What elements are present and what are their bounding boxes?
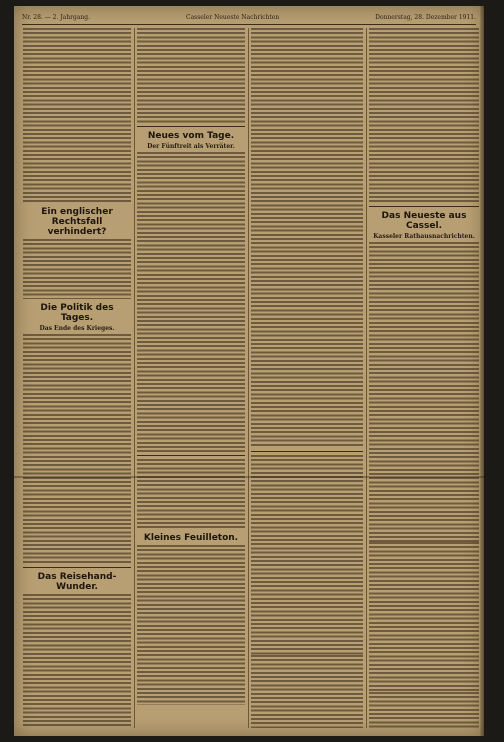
text-block xyxy=(369,542,479,692)
divider xyxy=(137,455,245,456)
divider xyxy=(137,126,245,127)
page-fold-crease xyxy=(14,476,484,478)
article-subheadline-politik: Das Ende des Krieges. xyxy=(39,325,115,332)
text-block xyxy=(23,594,131,728)
text-block xyxy=(251,455,363,655)
text-block xyxy=(137,28,245,123)
newspaper-title: Casseler Neueste Nachrichten xyxy=(185,13,280,21)
article-subheadline-neueste: Kasseler Rathausnachrichten. xyxy=(373,233,475,240)
newspaper-page xyxy=(14,6,484,736)
article-headline-neueste: Das Neueste aus Cassel. xyxy=(381,211,467,231)
page-header xyxy=(22,10,476,25)
text-block xyxy=(137,459,245,529)
issue-number: Nr. 28. — 2. Jahrgang. xyxy=(22,13,91,21)
text-block xyxy=(23,239,131,299)
text-block xyxy=(23,28,131,203)
divider xyxy=(369,206,479,207)
divider xyxy=(23,567,131,568)
text-block xyxy=(137,545,245,705)
text-block xyxy=(137,152,245,452)
article-headline-politik: Die Politik des Tages. xyxy=(40,303,114,323)
text-block xyxy=(369,28,479,203)
article-headline-reisehand: Das Reisehand-Wunder. xyxy=(37,572,117,592)
text-block xyxy=(369,692,479,728)
column-4 xyxy=(366,28,482,728)
page-edge xyxy=(480,6,484,736)
column-3 xyxy=(248,28,367,728)
text-block xyxy=(369,242,479,542)
text-block xyxy=(251,238,363,448)
column-1 xyxy=(20,28,135,728)
article-headline-feuilleton: Kleines Feuilleton. xyxy=(143,533,239,543)
article-headline-neues: Neues vom Tage. xyxy=(147,131,235,141)
divider xyxy=(251,451,363,452)
column-2 xyxy=(134,28,249,728)
issue-date: Donnerstag, 28. Dezember 1911. xyxy=(375,13,476,21)
text-block xyxy=(251,28,363,238)
text-block xyxy=(251,655,363,728)
article-headline-zagreb: Ein englischer Rechtsfall verhindert? xyxy=(41,207,113,237)
text-block xyxy=(23,334,131,564)
article-subheadline-neues: Der Fünftreit als Verräter. xyxy=(147,143,235,150)
